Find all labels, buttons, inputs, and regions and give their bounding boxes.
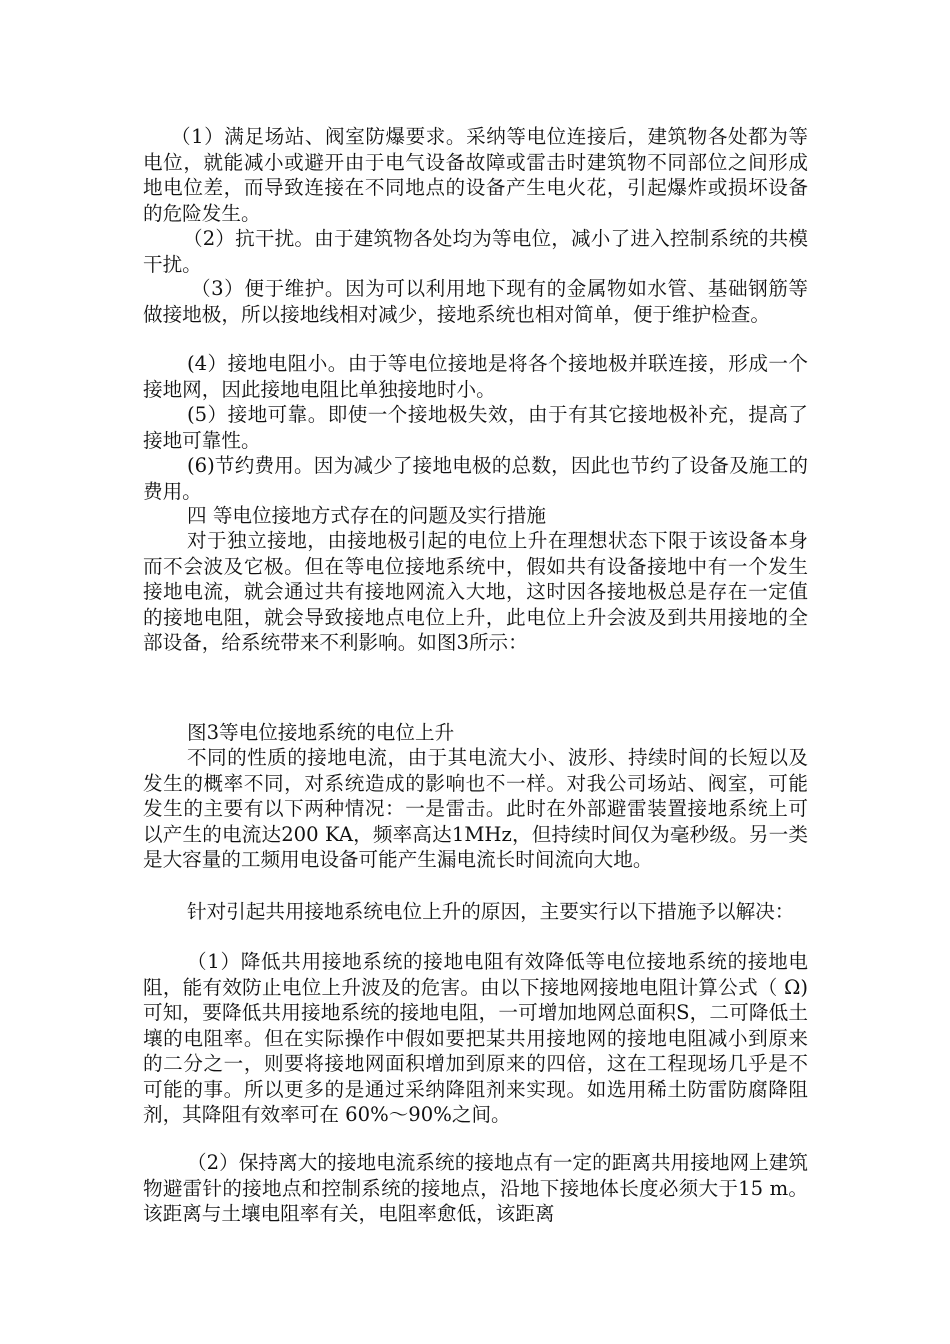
figure-caption: 图3等电位接地系统的电位上升: [187, 721, 455, 744]
paragraph-low-resistance: (4）接地电阻小。由于等电位接地是将各个接地极并联连接，形成一个接地网，因此接地电阻比单独接地时小。: [143, 352, 808, 401]
paragraph-measures-intro: 针对引起共用接地系统电位上升的原因，主要实行以下措施予以解决：: [187, 900, 795, 923]
paragraph-independent-grounding: 对于独立接地，由接地极引起的电位上升在理想状态下限于该设备本身而不会波及它极。但在等电位接地系统中，假如共有设备接地中有一个发生接地电流，就会通过共有接地网流入大地，这时因各接地极总是存在一定值的接地电阻，就会导致接地点电位上升，此电位上升会波及到共用接地的全部设备，给系统带来不利影响。如图3所示：: [143, 529, 808, 654]
paragraph-anti-interference: （2）抗干扰。由于建筑物各处均为等电位，减小了进入控制系统的共模干扰。: [143, 227, 808, 276]
paragraph-reduce-resistance: （1）降低共用接地系统的接地电阻有效降低等电位接地系统的接地电阻，能有效防止电位上升波及的危害。由以下接地网接地电阻计算公式（ Ω)可知，要降低共用接地系统的接地电阻，一可增加地网总面积S，二可降低土壤的电阻率。但在实际操作中假如要把某共用接地网的接地电阻减小到原来的二分之一，则要将接地网面积增加到原来的四倍，这在工程现场几乎是不可能的事。所以更多的是通过采纳降阻剂来实现。如选用稀土防雷防腐降阻剂，其降阻有效率可在 60%～90%之间。: [143, 950, 808, 1126]
paragraph-explosion-proof: （1）满足场站、阀室防爆要求。采纳等电位连接后，建筑物各处都为等电位，就能减小或避开由于电气设备故障或雷击时建筑物不同部位之间形成地电位差，而导致连接在不同地点的设备产生电火花，引起爆炸或损坏设备的危险发生。: [143, 125, 808, 225]
paragraph-save-cost: (6)节约费用。因为减少了接地电极的总数，因此也节约了设备及施工的费用。: [143, 454, 808, 503]
section-heading: 四 等电位接地方式存在的问题及实行措施: [187, 504, 546, 527]
paragraph-easy-maintenance: （3）便于维护。因为可以利用地下现有的金属物如水管、基础钢筋等做接地极，所以接地线相对减少，接地系统也相对简单，便于维护检查。: [143, 277, 808, 326]
paragraph-reliable: (5）接地可靠。即使一个接地极失效，由于有其它接地极补充，提高了接地可靠性。: [143, 403, 808, 452]
paragraph-current-types: 不同的性质的接地电流，由于其电流大小、波形、持续时间的长短以及发生的概率不同，对系统造成的影响也不一样。对我公司场站、阀室，可能发生的主要有以下两种情况：一是雷击。此时在外部避雷装置接地系统上可以产生的电流达200 KA，频率高达1MHz，但持续时间仅为毫秒级。另一类是大容量的工频用电设备可能产生漏电流长时间流向大地。: [143, 746, 808, 871]
paragraph-keep-distance: （2）保持离大的接地电流系统的接地点有一定的距离共用接地网上建筑物避雷针的接地点和控制系统的接地点，沿地下接地体长度必须大于15 m。该距离与土壤电阻率有关，电阻率愈低，该距离: [143, 1151, 808, 1225]
